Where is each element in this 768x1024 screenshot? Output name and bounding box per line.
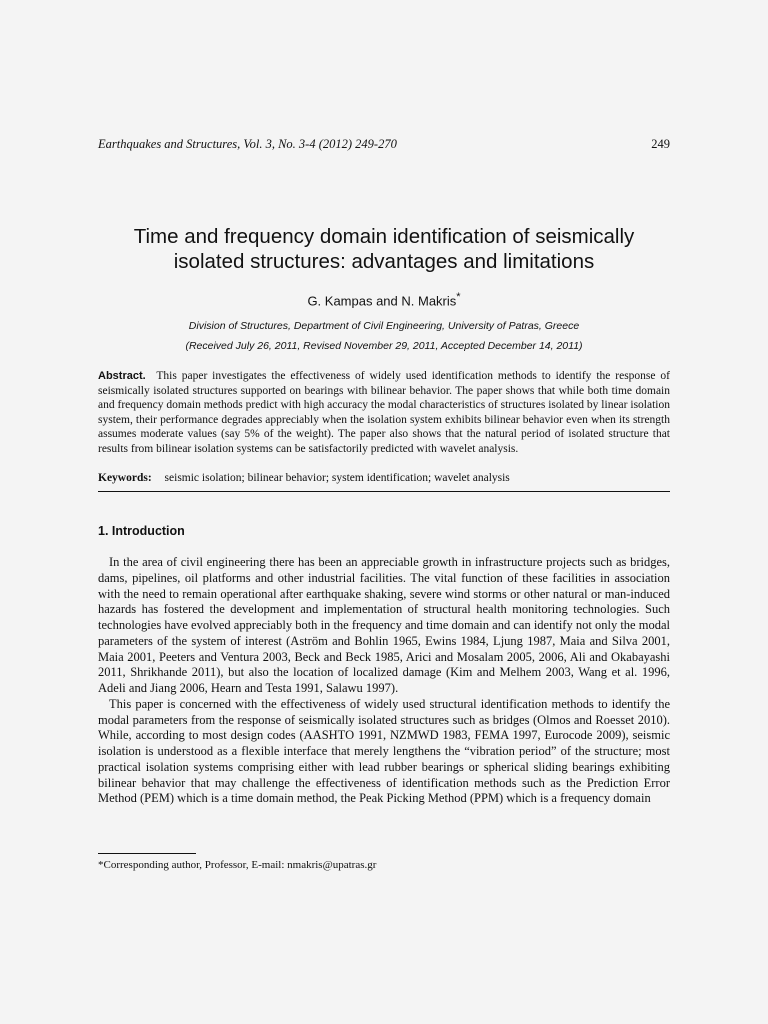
affiliation: Division of Structures, Department of Civil Engineering, University of Patras, Greece	[188, 320, 580, 332]
page-number: 249	[651, 137, 670, 151]
paragraph: This paper is concerned with the effectiveness of widely used structural identification methods to identify the modal parameters from the response of seismically isolated structures such as bridges (Olmos and Roesset 2010). While, according to most design codes (AASHTO 1991, NZMWD 1983, FEMA 1997, Eurocode 2009), seismic isolation is understood as a flexible interface that merely lengthens the “vibration period” of the structure; most practical isolation systems comprising either with lead rubber bearings or spherical sliding bearings exhibiting bilinear behavior that may challenge the effectiveness of identification methods such as the Prediction Error Method (PEM) which is a time domain method, the Peak Picking Method (PPM) which is a frequency domain	[98, 696, 670, 806]
keywords	[98, 472, 670, 484]
abstract-text: This paper investigates the effectiveness of widely used identification methods to identify the response of seismically isolated structures supported on bearings with bilinear behavior. The paper shows that while both time domain and frequency domain methods predict with high accuracy the modal characteristics of structures isolated by linear isolation system, their performance degrades appreciably when the isolation system exhibits bilinear behavior even when its strength assumes moderate values (say 5% of the weight). The paper also shows that the natural period of isolated structure that results from bilinear isolation systems can be satisfactorily predicted with wavelet analysis.	[98, 370, 670, 455]
journal-citation: Earthquakes and Structures, Vol. 3, No. 3-4 (2012) 249-270	[98, 137, 397, 151]
keywords-text: seismic isolation; bilinear behavior; system identification; wavelet analysis	[164, 472, 510, 484]
authors	[0, 291, 768, 308]
received-dates: (Received July 26, 2011, Revised November 29, 2011, Accepted December 14, 2011)	[185, 340, 583, 352]
section-body	[98, 555, 670, 807]
footnote: *Corresponding author, Professor, E-mail: nmakris@upatras.gr	[98, 859, 377, 871]
running-header	[98, 137, 670, 152]
title-line-2: isolated structures: advantages and limitations	[173, 250, 595, 273]
paper-title	[60, 224, 708, 274]
divider-rule	[98, 491, 670, 492]
abstract	[98, 369, 670, 456]
corresponding-author-mark: *	[456, 291, 461, 303]
section-heading: 1. Introduction	[98, 524, 185, 538]
paragraph: In the area of civil engineering there has been an appreciable growth in infrastructure projects such as bridges, dams, pipelines, oil platforms and other industrial facilities. The vital function of these facilities in association with the need to remain operational after earthquake shaking, severe wind storms or other natural or man-induced hazards has fostered the development and implementation of structural health monitoring technologies. Such technologies have evolved appreciably both in the frequency and time domain and can identify not only the modal parameters of the system of interest (Aström and Bohlin 1965, Ewins 1984, Ljung 1987, Maia and Silva 2001, Maia 2001, Peeters and Ventura 2003, Beck and Beck 1985, Arici and Mosalam 2005, 2006, Ali and Okabayashi 2011, Shrikhande 2011), but also the location of localized damage (Kim and Melhem 2003, Wang et al. 1996, Adeli and Jiang 2006, Hearn and Testa 1991, Salawu 1997).	[98, 555, 670, 695]
title-line-1: Time and frequency domain identification of seismically	[133, 225, 635, 248]
footnote-rule	[98, 853, 196, 854]
keywords-label: Keywords:	[98, 472, 152, 484]
author-names: G. Kampas and N. Makris	[307, 293, 457, 309]
abstract-label: Abstract.	[98, 370, 146, 382]
